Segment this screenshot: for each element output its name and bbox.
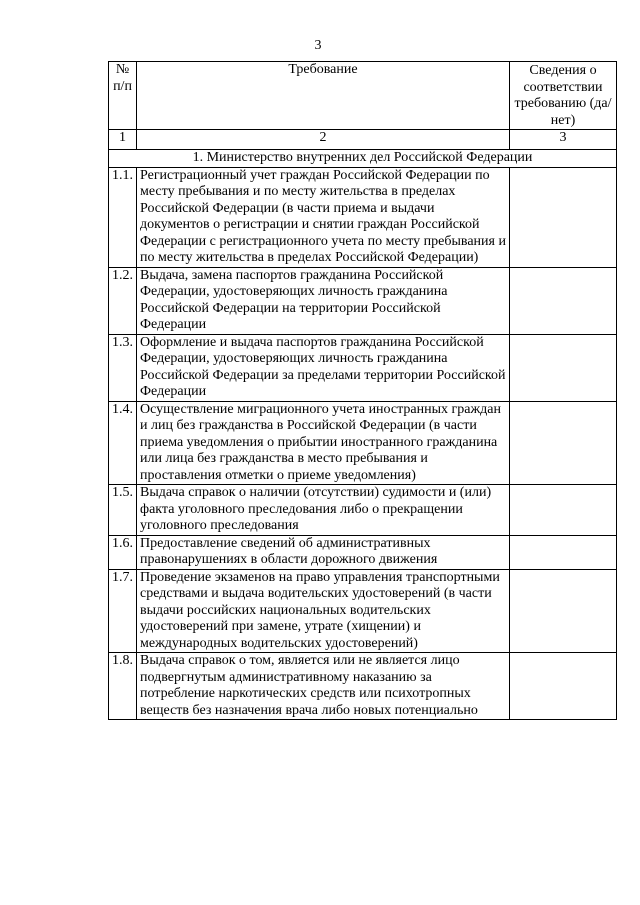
- column-number-1: 1: [109, 130, 137, 150]
- table-row: [109, 485, 617, 536]
- row-compliance-cell[interactable]: [510, 535, 617, 569]
- table-row: [109, 334, 617, 401]
- requirements-table: [108, 61, 617, 720]
- header-compliance: Сведения о соответствии требованию (да/нет): [510, 62, 617, 130]
- row-compliance-cell[interactable]: [510, 485, 617, 536]
- row-requirement: Осуществление миграционного учета иностранных граждан и лиц без гражданства в Российской Федерации (в части приема уведомления о прибытии иностранного гражданина или лица без гражданства в место пребывания и проставления отметки о приеме уведомления): [137, 401, 510, 485]
- row-number: 1.4.: [109, 401, 137, 485]
- row-compliance-cell[interactable]: [510, 569, 617, 653]
- table-row: [109, 653, 617, 720]
- row-number: 1.2.: [109, 267, 137, 334]
- row-number: 1.8.: [109, 653, 137, 720]
- column-number-2: 2: [137, 130, 510, 150]
- table-row: [109, 167, 617, 267]
- section-title: 1. Министерство внутренних дел Российской Федерации: [109, 150, 617, 168]
- row-number: 1.3.: [109, 334, 137, 401]
- header-num: № п/п: [109, 62, 137, 130]
- row-requirement: Выдача справок о том, является или не является лицо подвергнутым административному наказанию за потребление наркотических средств или психотропных веществ без назначения врача либо новых потенциально: [137, 653, 510, 720]
- row-compliance-cell[interactable]: [510, 334, 617, 401]
- row-number: 1.1.: [109, 167, 137, 267]
- table-row: [109, 401, 617, 485]
- row-compliance-cell[interactable]: [510, 401, 617, 485]
- header-requirement: Требование: [137, 62, 510, 130]
- row-requirement: Выдача справок о наличии (отсутствии) судимости и (или) факта уголовного преследования либо о прекращении уголовного преследования: [137, 485, 510, 536]
- page-number: 3: [314, 38, 322, 53]
- row-requirement: Проведение экзаменов на право управления транспортными средствами и выдача водительских удостоверений (в части выдачи российских национальных водительских удостоверений при замене, утрате (хищении) и международных водительских удостоверений): [137, 569, 510, 653]
- table-row: [109, 535, 617, 569]
- table-row: [109, 267, 617, 334]
- row-requirement: Регистрационный учет граждан Российской Федерации по месту пребывания и по месту жительства в пределах Российской Федерации (в части приема и выдачи документов о регистрации и снятии граждан Российской Федерации с регистрационного учета по месту пребывания и по месту жительства в пределах Российской Федерации): [137, 167, 510, 267]
- row-number: 1.5.: [109, 485, 137, 536]
- row-requirement: Выдача, замена паспортов гражданина Российской Федерации, удостоверяющих личность гражданина Российской Федерации на территории Российской Федерации: [137, 267, 510, 334]
- row-compliance-cell[interactable]: [510, 267, 617, 334]
- column-number-3: 3: [510, 130, 617, 150]
- row-requirement: Оформление и выдача паспортов гражданина Российской Федерации, удостоверяющих личность гражданина Российской Федерации за пределами территории Российской Федерации: [137, 334, 510, 401]
- row-compliance-cell[interactable]: [510, 167, 617, 267]
- table-row: [109, 569, 617, 653]
- section-row: [109, 150, 617, 168]
- row-compliance-cell[interactable]: [510, 653, 617, 720]
- row-number: 1.7.: [109, 569, 137, 653]
- row-requirement: Предоставление сведений об административных правонарушениях в области дорожного движения: [137, 535, 510, 569]
- row-number: 1.6.: [109, 535, 137, 569]
- table-header-row: [109, 62, 617, 130]
- column-numbers-row: [109, 130, 617, 150]
